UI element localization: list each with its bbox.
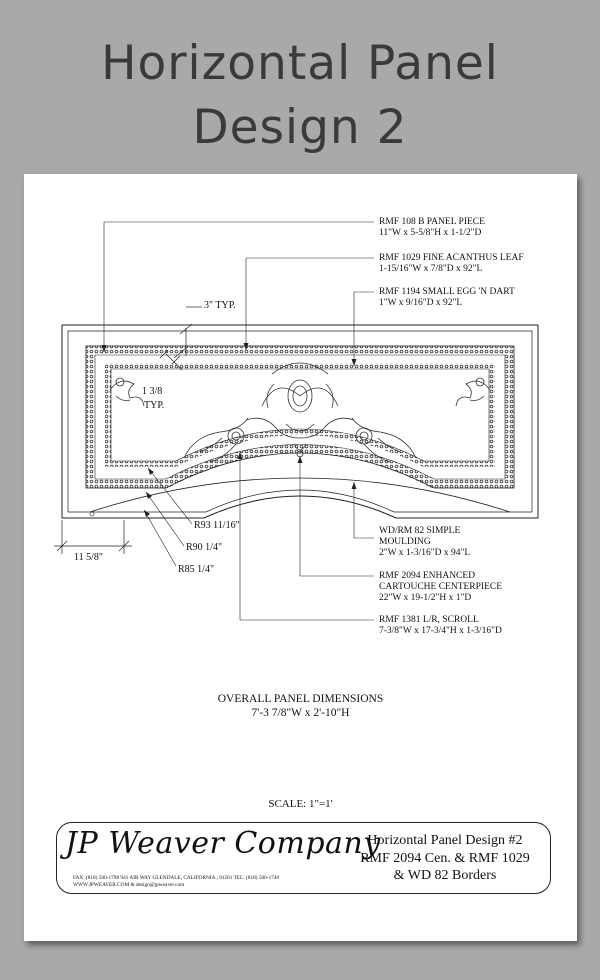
dim-label-3-typ: 3" TYP.: [204, 300, 236, 311]
callout-cartouche: RMF 2094 ENHANCED CARTOUCHE CENTERPIECE 22"W x 19-1/2"H x 1"D: [379, 571, 503, 603]
dim-label-r85: R85 1/4": [178, 564, 215, 575]
drawing-title: Horizontal Panel Design #2 RMF 2094 Cen. & RMF 1029 & WD 82 Borders: [360, 833, 530, 883]
dim-11-5-8: [54, 520, 132, 554]
dim-label-1-3-8: 1 3/8: [142, 386, 163, 397]
corner-scroll-left: [110, 378, 144, 406]
dim-label-typ: TYP.: [144, 400, 165, 411]
callout-simple-moulding: WD/RM 82 SIMPLE MOULDING 2"W x 1-3/16"D x 94"L: [379, 526, 471, 558]
callout-scroll: RMF 1381 L/R, SCROLL 7-3/8"W x 17-3/4"H x 1-3/16"D: [379, 615, 502, 636]
scale-note: SCALE: 1"=1': [268, 798, 333, 810]
cartouche-centerpiece: [246, 363, 354, 457]
page-subtitle: Design 2: [192, 100, 408, 155]
drawing-sheet: [24, 174, 577, 941]
contact-line-1: FAX: (818) 500-1798 941 AIR WAY GLENDALE, CALIFORNIA , 91201 TEL: (818) 500-1740: [73, 875, 280, 881]
leader-lines: [104, 222, 374, 620]
overall-dimensions: OVERALL PANEL DIMENSIONS 7'-3 7/8"W x 2'-10"H: [217, 693, 384, 719]
callout-panel-piece: RMF 108 B PANEL PIECE 11"W x 5-5/8"H x 1-1/2"D: [379, 217, 485, 238]
callout-egg-n-dart: RMF 1194 SMALL EGG 'N DART 1"W x 9/16"D x 92"L: [379, 287, 515, 308]
company-logo: JP Weaver Company: [65, 826, 381, 861]
callout-acanthus-leaf: RMF 1029 FINE ACANTHUS LEAF 1-15/16"W x 7/8"D x 92"L: [379, 253, 524, 274]
corner-scroll-right: [456, 378, 490, 406]
dim-label-r93: R93 11/16": [194, 520, 240, 531]
title-block: [56, 822, 551, 894]
dim-label-11-5-8: 11 5/8": [74, 552, 103, 563]
dim-label-r90: R90 1/4": [186, 542, 223, 553]
contact-line-2: WWW.JPWEAVER.COM & design@jpweaver.com: [73, 882, 185, 888]
page-title: Horizontal Panel: [101, 36, 499, 91]
